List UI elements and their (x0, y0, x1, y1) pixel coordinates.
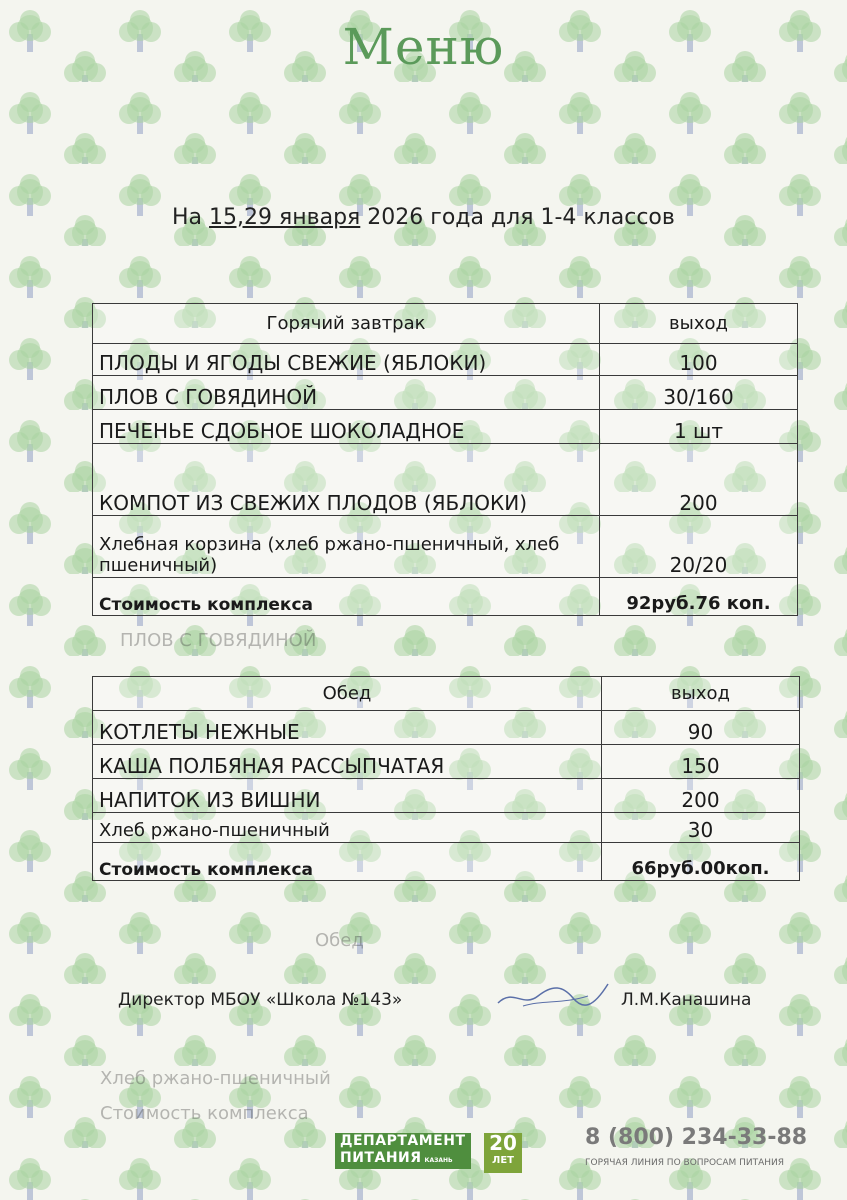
signature-icon (493, 978, 613, 1018)
bleed-through-text: Обед (315, 930, 364, 951)
lunch-table (92, 676, 800, 881)
date-dates: 15,29 января (209, 205, 361, 230)
dish-name: НАПИТОК ИЗ ВИШНИ (93, 779, 602, 813)
date-suffix: 2026 года для 1-4 классов (360, 205, 675, 230)
dish-name: ПЛОВ С ГОВЯДИНОЙ (93, 376, 600, 410)
dish-name: КОТЛЕТЫ НЕЖНЫЕ (93, 711, 602, 745)
hotline-number: 8 (800) 234-33-88 (585, 1125, 808, 1150)
logo-line1: ДЕПАРТАМЕНТ (335, 1133, 471, 1150)
breakfast-header: Горячий завтрак (93, 304, 600, 344)
dish-output: 200 (600, 444, 798, 516)
department-logo (335, 1131, 517, 1169)
bleed-through-text: ПЛОВ С ГОВЯДИНОЙ (120, 630, 317, 651)
dish-output: 100 (600, 344, 798, 376)
date-line (172, 205, 675, 230)
dish-output: 30 (602, 813, 800, 843)
table-row (93, 711, 800, 745)
logo-years-number: 20 (489, 1131, 517, 1155)
dish-name: КАША ПОЛБЯНАЯ РАССЫПЧАТАЯ (93, 745, 602, 779)
director-title: Директор МБОУ «Школа №143» (118, 990, 403, 1010)
lunch-header: Обед (93, 677, 602, 711)
logo-line2-text: ПИТАНИЯ (340, 1150, 422, 1166)
breakfast-table (92, 303, 798, 616)
table-row (93, 444, 798, 516)
total-price: 66руб.00коп. (602, 843, 800, 881)
logo-city: КАЗАНЬ (424, 1157, 453, 1164)
lunch-output-header: выход (602, 677, 800, 711)
table-row (93, 344, 798, 376)
dish-name: Хлеб ржано-пшеничный (93, 813, 602, 843)
logo-years-label: ЛЕТ (492, 1155, 514, 1166)
dish-output: 1 шт (600, 410, 798, 444)
table-header-row (93, 304, 798, 344)
total-row (93, 843, 800, 881)
bleed-through-text: Стоимость комплекса (100, 1103, 309, 1124)
total-row (93, 578, 798, 616)
dish-output: 150 (602, 745, 800, 779)
table-row (93, 813, 800, 843)
breakfast-output-header: выход (600, 304, 798, 344)
dish-name: ПЛОДЫ И ЯГОДЫ СВЕЖИЕ (ЯБЛОКИ) (93, 344, 600, 376)
hotline-caption: ГОРЯЧАЯ ЛИНИЯ ПО ВОПРОСАМ ПИТАНИЯ (585, 1158, 785, 1168)
table-row (93, 410, 798, 444)
table-row (93, 745, 800, 779)
dish-output: 30/160 (600, 376, 798, 410)
page-title: Меню (342, 18, 505, 76)
total-price: 92руб.76 коп. (600, 578, 798, 616)
table-row (93, 779, 800, 813)
table-header-row (93, 677, 800, 711)
total-label: Стоимость комплекса (93, 843, 602, 881)
bleed-through-text: Хлеб ржано-пшеничный (100, 1068, 331, 1089)
dish-output: 90 (602, 711, 800, 745)
total-label: Стоимость комплекса (93, 578, 600, 616)
date-prefix: На (172, 205, 210, 230)
dish-name: КОМПОТ ИЗ СВЕЖИХ ПЛОДОВ (ЯБЛОКИ) (93, 444, 600, 516)
dish-name: Хлебная корзина (хлеб ржано-пшеничный, хлеб пшеничный) (93, 516, 600, 578)
director-name: Л.М.Канашина (621, 990, 752, 1010)
table-row (93, 516, 798, 578)
table-row (93, 376, 798, 410)
dish-output: 200 (602, 779, 800, 813)
logo-line2 (335, 1150, 471, 1169)
logo-years-badge (484, 1133, 522, 1173)
dish-name: ПЕЧЕНЬЕ СДОБНОЕ ШОКОЛАДНОЕ (93, 410, 600, 444)
dish-output: 20/20 (600, 516, 798, 578)
